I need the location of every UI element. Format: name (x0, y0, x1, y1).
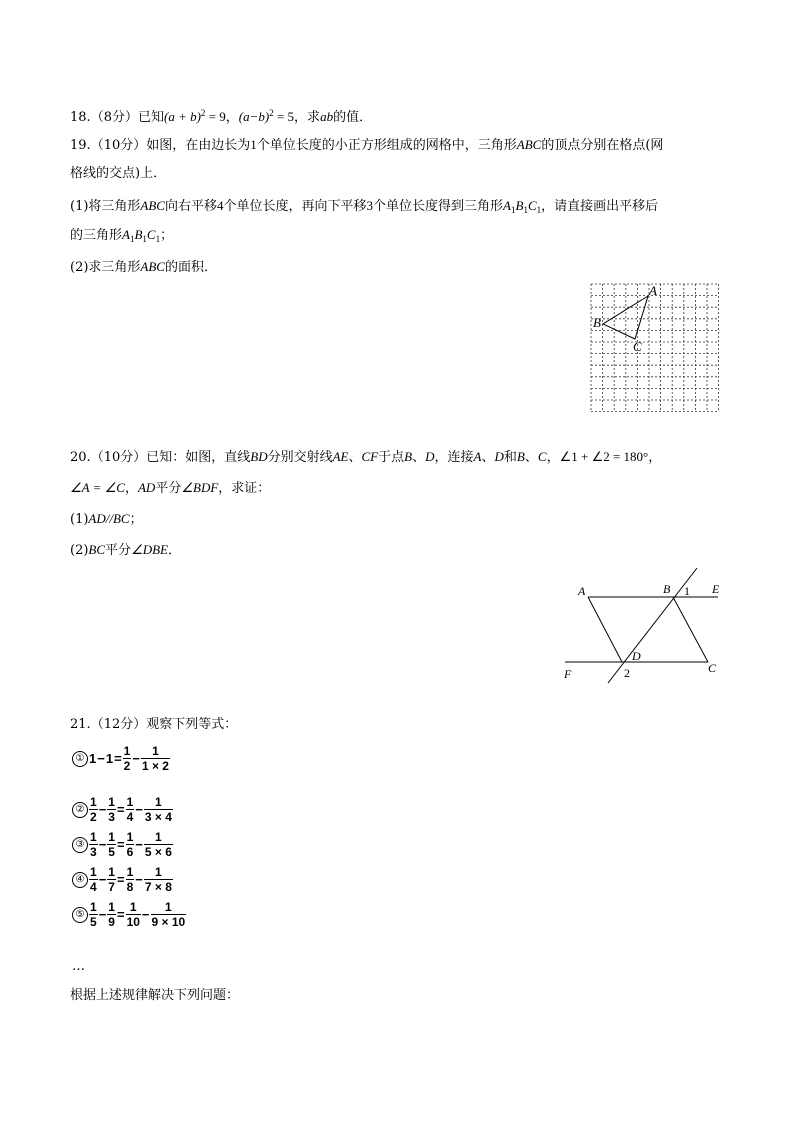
q19-one: 1 (250, 137, 257, 152)
equation-4: ④ $\frac{1}{4}$ − $\frac{1}{7}$ = $\frac{1}{8}$ − $\frac{1}{7 \times 8}$ (72, 865, 173, 894)
label-2: 2 (624, 666, 630, 680)
q19-part1-line2 (70, 226, 173, 248)
q20-figure (560, 560, 735, 690)
q19-text: (2)求三角形 (70, 260, 141, 275)
fraction-num: 1 (151, 900, 187, 915)
equation-marker: ④ (72, 872, 88, 888)
equation-1: ① 1 − 1 = $\frac{1}{2}$ − $\frac{1}{1 \times 2}$ (72, 744, 170, 773)
fraction (151, 900, 187, 929)
q20-c: C (537, 449, 547, 464)
q20-line1 (70, 448, 661, 467)
q20-number: 20. (70, 450, 91, 465)
fraction-num: 1 (141, 744, 170, 759)
fraction (126, 795, 135, 824)
fraction-den: 9 × 10 (151, 915, 186, 929)
q20-p1v: AD//BC (88, 511, 130, 526)
q20-comma: ， (434, 450, 448, 465)
fraction-num: 1 (90, 795, 97, 809)
q19-text: 个单位长度的小正方形组成的网格中，三角形 (256, 138, 517, 153)
fraction (107, 830, 116, 859)
q18-exp2: 2 (269, 108, 274, 118)
equation-5: ⑤ $\frac{1}{5}$ − $\frac{1}{9}$ = $\frac{1}{10}$ − $\frac{1}{9 \times 10}$ (72, 900, 186, 929)
q21-title-line (70, 716, 237, 734)
q20-p2a: ∠DBE (131, 542, 168, 557)
fraction-den: 10 (126, 915, 140, 929)
eq-term: 1 (89, 751, 97, 766)
q19-c1: C (527, 198, 537, 213)
label-a: A (578, 584, 586, 598)
q19-text: 个单位长度得到三角形 (373, 199, 504, 214)
q20-text: 分别交射线 (267, 450, 333, 465)
q19-b1: B (134, 227, 143, 242)
fraction (141, 744, 170, 773)
q20-d: D (425, 449, 435, 464)
q19-abc: ABC (140, 198, 165, 213)
fraction-den: 6 (126, 845, 134, 859)
q19-sub: 1 (536, 205, 542, 215)
fraction (126, 900, 141, 929)
label-a: A (649, 283, 657, 298)
q20-text: ，求证： (218, 481, 271, 496)
label-f: F (564, 667, 572, 681)
q20-sep: 、 (524, 450, 538, 465)
q21-title: 观察下列等式： (146, 717, 238, 732)
fraction-num: 1 (90, 830, 97, 844)
q19-text: ； (160, 228, 174, 243)
q20-ad: AD (137, 480, 156, 495)
q20-sep: 、 (412, 450, 426, 465)
q19-sub: 1 (129, 234, 135, 244)
q19-grid-figure (585, 280, 725, 415)
q18-text: 已知 (137, 110, 164, 125)
q19-three: 3 (366, 198, 374, 213)
equation-marker: ⑤ (72, 907, 88, 923)
fraction (107, 900, 116, 929)
fraction (144, 830, 173, 859)
q21-score: （12分） (90, 717, 147, 732)
fraction-num: 1 (90, 865, 97, 879)
q20-p2: (2) (70, 543, 89, 558)
label-b: B (593, 315, 601, 330)
q20-b: B (404, 449, 413, 464)
fraction-den: 7 (108, 880, 115, 894)
fraction-den: 3 × 4 (144, 810, 172, 824)
q20-p2t: 平分 (105, 543, 132, 558)
q18-score: （8分） (90, 110, 138, 125)
fraction-num: 1 (144, 830, 173, 845)
q20-a: A (473, 449, 482, 464)
label-e: E (712, 582, 720, 596)
q19-text: 个单位长度，再向下平移 (223, 199, 367, 214)
q20-score: （10分） (90, 450, 147, 465)
q20-ae: AE (332, 449, 349, 464)
fraction-den: 3 (108, 810, 115, 824)
fraction-num: 1 (90, 900, 97, 914)
equation-marker: ① (72, 751, 88, 767)
label-d: D (632, 649, 641, 663)
fraction-den: 1 × 2 (141, 759, 169, 773)
q18-expr2: (a−b) (238, 109, 270, 124)
fraction (89, 795, 98, 824)
fraction-den: 2 (90, 810, 97, 824)
fraction-den: 2 (123, 759, 131, 773)
fraction (123, 744, 132, 773)
q19-sub: 1 (510, 205, 516, 215)
q19-text: 如图，在由边长为 (146, 138, 251, 153)
fraction-num: 1 (144, 795, 173, 810)
fraction-num: 1 (126, 830, 134, 844)
q18-find: ，求 (294, 110, 321, 125)
fraction-num: 1 (108, 865, 115, 879)
q19-abc: ABC (140, 259, 165, 274)
fraction-den: 3 (90, 845, 97, 859)
fraction (89, 865, 98, 894)
q20-p1: (1) (70, 512, 89, 527)
q20-semi: ； (129, 512, 143, 527)
q19-sub: 1 (523, 205, 528, 215)
fraction-num: 1 (108, 900, 115, 914)
fraction (126, 865, 135, 894)
q20-cf: CF (361, 449, 379, 464)
fraction-num: 1 (108, 795, 115, 809)
q19-text: 格线的交点)上． (70, 166, 167, 181)
q19-b1: B (515, 198, 524, 213)
q18-expr1: (a + b) (163, 109, 201, 124)
fraction (89, 900, 98, 929)
q20-text: 已知：如图，直线 (146, 450, 251, 465)
q20-text: 于点 (378, 450, 405, 465)
q19-four: 4 (217, 198, 224, 213)
q20-and: 和 (503, 450, 517, 465)
q19-text: 的顶点分别在格点(网 (541, 138, 664, 153)
q21-ellipsis: … (72, 959, 85, 974)
fraction-num: 1 (108, 830, 115, 844)
q19-abc: ABC (516, 137, 542, 152)
q20-sep: 、 (481, 450, 495, 465)
q21-closing: 根据上述规律解决下列问题： (70, 988, 240, 1003)
q19-line2 (70, 165, 166, 183)
fraction-den: 5 (90, 915, 97, 929)
q20-angle-eq: ∠1 + ∠2 = 180°， (559, 449, 662, 464)
q19-a1: A (503, 198, 511, 213)
segment-bc (673, 597, 708, 662)
q19-text: ，请直接画出平移后 (541, 199, 659, 214)
q18-exp1: 2 (200, 108, 206, 118)
q19-text: 的三角形 (70, 228, 123, 243)
label-1: 1 (684, 584, 690, 598)
q18-line (70, 104, 372, 127)
q21-number: 21. (70, 717, 91, 732)
equation-3: ③ $\frac{1}{3}$ − $\frac{1}{5}$ = $\frac{1}{6}$ − $\frac{1}{5 \times 6}$ (72, 830, 173, 859)
fraction-den: 5 (108, 845, 115, 859)
fraction-num: 1 (126, 795, 134, 809)
q20-bdf: ∠BDF (181, 480, 219, 495)
q19-c1: C (146, 227, 156, 242)
label-b: B (663, 582, 671, 596)
q20-text: 连接 (447, 450, 474, 465)
fraction-den: 4 (126, 810, 134, 824)
fraction-den: 7 × 8 (144, 880, 172, 894)
q20-line2 (70, 479, 270, 498)
q19-number: 19. (70, 138, 91, 153)
q19-part2 (70, 258, 217, 277)
q20-bd: BD (250, 449, 268, 464)
q20-angle-ac: ∠A = ∠C (70, 480, 125, 495)
q20-comma: ， (546, 450, 560, 465)
fraction (144, 795, 173, 824)
q19-line1 (70, 136, 663, 155)
fraction (107, 795, 116, 824)
fraction-num: 1 (126, 865, 134, 879)
fraction-den: 5 × 6 (144, 845, 172, 859)
label-c: C (633, 339, 642, 354)
q18-var: ab (320, 109, 334, 124)
q20-p2v: BC (88, 542, 106, 557)
q19-sub: 1 (155, 234, 161, 244)
q19-text: (1)将三角形 (70, 199, 141, 214)
q19-score: （10分） (90, 138, 147, 153)
equation-marker: ② (72, 802, 88, 818)
q20-b: B (516, 449, 525, 464)
q20-part2 (70, 541, 181, 560)
q18-val2: = 5 (273, 109, 295, 124)
q20-d: D (494, 449, 504, 464)
q20-comma: ， (124, 481, 138, 496)
q19-text: 向右平移 (164, 199, 217, 214)
fraction-num: 1 (126, 900, 141, 915)
segment-ad (588, 597, 622, 662)
fraction (126, 830, 135, 859)
label-c: C (708, 661, 717, 675)
q19-sub: 1 (142, 234, 147, 244)
q20-text: 平分 (155, 481, 182, 496)
q20-part1 (70, 510, 143, 529)
fraction (107, 865, 116, 894)
q18-val1: = 9， (205, 109, 239, 124)
q20-sep: 、 (348, 450, 362, 465)
grid-lines (591, 284, 719, 412)
q18-number: 18. (70, 110, 91, 125)
eq-term: 1 (105, 751, 114, 766)
q19-part1-line1 (70, 197, 658, 219)
fraction-den: 4 (90, 880, 97, 894)
fraction-den: 9 (108, 915, 115, 929)
fraction-num: 1 (144, 865, 173, 880)
q19-a1: A (122, 227, 130, 242)
fraction (89, 830, 98, 859)
fraction-num: 1 (123, 744, 131, 758)
q19-text: 的面积． (164, 260, 217, 275)
q18-end: 的值． (333, 110, 373, 125)
equation-marker: ③ (72, 837, 88, 853)
fraction (144, 865, 173, 894)
equation-2: ② $\frac{1}{2}$ − $\frac{1}{3}$ = $\frac{1}{4}$ − $\frac{1}{3 \times 4}$ (72, 795, 173, 824)
fraction-den: 8 (126, 880, 134, 894)
q20-dot: ． (168, 543, 182, 558)
